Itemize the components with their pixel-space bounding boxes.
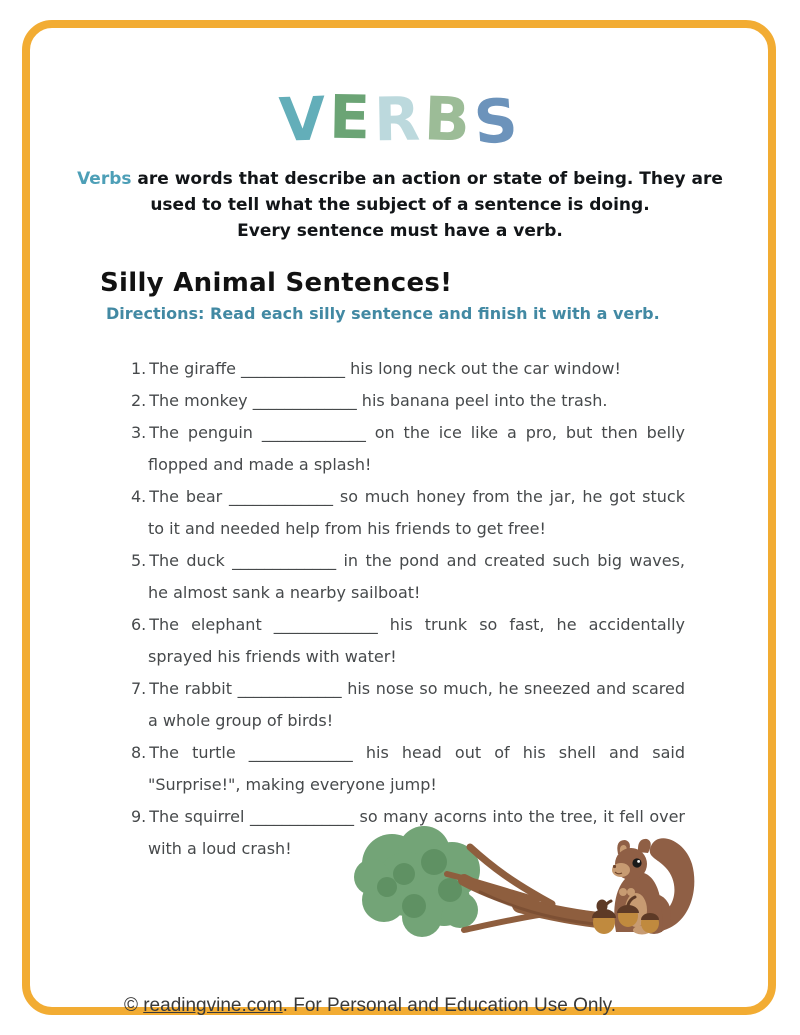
intro-line-2: used to tell what the subject of a sentence is doing.: [150, 195, 650, 215]
intro-line-3: Every sentence must have a verb.: [237, 221, 563, 241]
title-letter: S: [471, 85, 524, 159]
item-number: 1.: [131, 359, 147, 378]
item-text: The bear _____________ so much honey from the jar, he got stuck to it and needed help from his friends to get free!: [148, 487, 685, 538]
exercise-item: [131, 353, 685, 385]
copyright-prefix: ©: [123, 995, 144, 1016]
exercise-item: [131, 385, 685, 417]
item-text: The penguin _____________ on the ice like a pro, but then belly flopped and made a splash!: [148, 423, 685, 474]
item-text: The duck _____________ in the pond and created such big waves, he almost sank a nearby sailboat!: [148, 551, 685, 602]
fallen-tree-squirrel-illustration: [352, 822, 697, 944]
readingvine-link[interactable]: readingvine.com: [143, 995, 283, 1016]
exercise-item: [131, 737, 685, 801]
intro-lead-word: Verbs: [77, 169, 132, 189]
item-number: 3.: [131, 423, 147, 442]
intro-line-1: [30, 166, 770, 192]
intro-paragraph: [30, 166, 770, 244]
title-letter: V: [277, 84, 331, 156]
item-text: The giraffe _____________ his long neck out the car window!: [149, 359, 621, 378]
section-heading: Silly Animal Sentences!: [100, 268, 453, 298]
directions-text: Directions: Read each silly sentence and finish it with a verb.: [106, 304, 660, 323]
item-text: The elephant _____________ his trunk so fast, he accidentally sprayed his friends with water!: [148, 615, 685, 666]
item-text: The rabbit _____________ his nose so much, he sneezed and scared a whole group of birds!: [148, 679, 685, 730]
exercise-item: [131, 417, 685, 481]
title-letter: E: [328, 82, 375, 154]
title-letters: [277, 82, 524, 159]
item-number: 4.: [131, 487, 147, 506]
item-number: 6.: [131, 615, 147, 634]
exercise-item: [131, 545, 685, 609]
exercise-list: [131, 353, 685, 865]
exercise-item: [131, 609, 685, 673]
title-letter: B: [423, 84, 476, 156]
item-text: The monkey _____________ his banana peel into the trash.: [149, 391, 608, 410]
item-number: 2.: [131, 391, 147, 410]
item-text: The squirrel _____________ so many acorns into the tree, it fell over with a loud crash!: [148, 807, 685, 858]
copyright-suffix: . For Personal and Education Use Only.: [282, 995, 617, 1016]
item-number: 7.: [131, 679, 147, 698]
worksheet-title: [30, 82, 770, 159]
exercise-item: [131, 481, 685, 545]
item-number: 9.: [131, 807, 147, 826]
footer: [0, 995, 740, 1017]
title-letter: R: [373, 84, 425, 156]
item-text: The turtle _____________ his head out of his shell and said "Surprise!", making everyone jump!: [148, 743, 685, 794]
item-number: 5.: [131, 551, 147, 570]
exercise-item: [131, 673, 685, 737]
item-number: 8.: [131, 743, 147, 762]
intro-line-1-rest: are words that describe an action or state of being. They are: [131, 169, 723, 189]
